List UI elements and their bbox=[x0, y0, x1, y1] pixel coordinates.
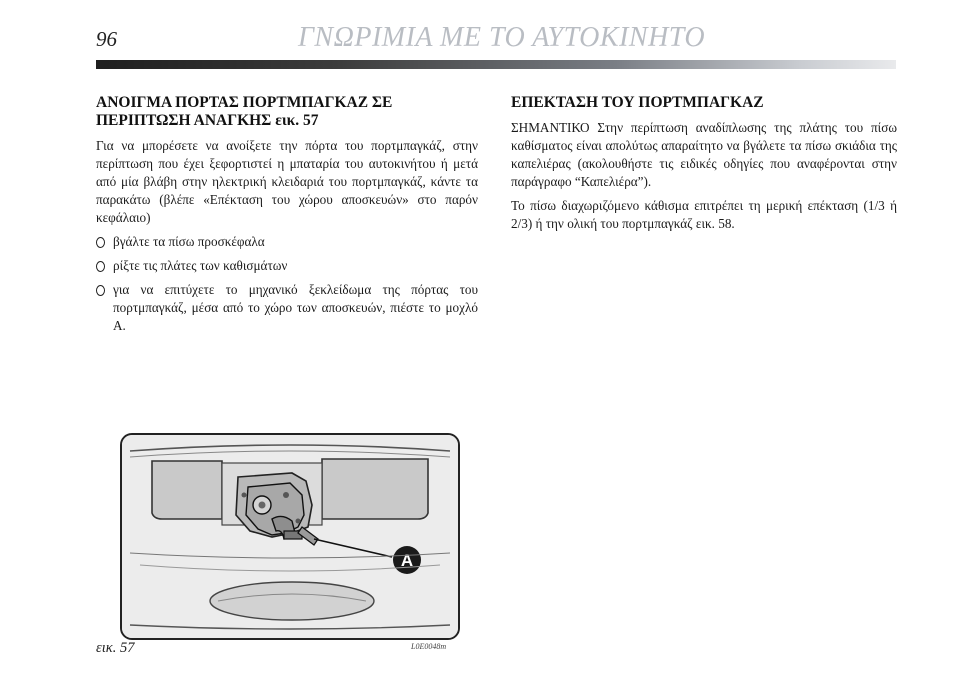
figure-57-illustration bbox=[120, 433, 460, 640]
right-column bbox=[511, 94, 897, 239]
circle-bullet-icon bbox=[96, 261, 105, 272]
header-gradient-bar bbox=[96, 60, 896, 69]
figure-code: L0E0048m bbox=[411, 642, 447, 651]
page-header-title: ΓΝΩΡΙΜΙΑ ΜΕ ΤΟ ΑΥΤΟΚΙΝΗΤΟ bbox=[298, 22, 706, 53]
emergency-opening-heading-line1: ΑΝΟΙΓΜΑ ΠΟΡΤΑΣ ΠΟΡΤΜΠΑΓΚΑΖ ΣΕ bbox=[96, 94, 393, 111]
boot-extension-important-note: ΣΗΜΑΝΤΙΚΟ Στην περίπτωση αναδίπλωσης της πλάτης του πίσω καθίσματος είναι απολύτως απαραίτητο να βγάλετε τα πίσω σκιάδια της καπελιέρας (ακολουθήστε τις ειδικές οδηγίες που αναφέρονται στην παράγραφο “Καπελιέρα”). bbox=[511, 120, 897, 189]
step-text: ρίξτε τις πλάτες των καθισμάτων bbox=[113, 258, 288, 273]
step-text: για να επιτύχετε το μηχανικό ξεκλείδωμα της πόρτας του πορτμπαγκάζ, μέσα από το χώρο των αποσκευών, πιέστε το μοχλό A. bbox=[113, 282, 478, 333]
boot-extension-heading: ΕΠΕΚΤΑΣΗ ΤΟΥ ΠΟΡΤΜΠΑΓΚΑΖ bbox=[511, 94, 764, 111]
list-item bbox=[96, 281, 478, 335]
page-number: 96 bbox=[96, 27, 117, 51]
figure-caption: εικ. 57 bbox=[96, 640, 135, 656]
emergency-opening-heading-line2: ΠΕΡΙΠΤΩΣΗ ΑΝΑΓΚΗΣ εικ. 57 bbox=[96, 112, 319, 129]
emergency-steps-list bbox=[96, 233, 478, 335]
circle-bullet-icon bbox=[96, 237, 105, 248]
list-item bbox=[96, 233, 478, 251]
step-text: βγάλτε τα πίσω προσκέφαλα bbox=[113, 234, 265, 249]
circle-bullet-icon bbox=[96, 285, 105, 296]
list-item bbox=[96, 257, 478, 275]
emergency-opening-intro: Για να μπορέσετε να ανοίξετε την πόρτα του πορτμπαγκάζ, στην περίπτωση που έχει ξεφορτιστεί η μπαταρία του αυτοκινήτου ή μετά από μία βλάβη στην ηλεκτρική κλειδαριά του πορτμπαγκάζ, κάντε τα παρακάτω (βλέπε «Επέκταση του χώρου αποσκευών» στο παρόν κεφάλαιο) bbox=[96, 138, 478, 225]
tailgate-latch-drawing bbox=[122, 435, 458, 638]
callout-label-a: A bbox=[400, 551, 414, 570]
boot-extension-split-seat-note: Το πίσω διαχωριζόμενο κάθισμα επιτρέπει τη μερική επέκταση (1/3 ή 2/3) ή την ολική του πορτμπαγκάζ εικ. 58. bbox=[511, 198, 897, 231]
left-column bbox=[96, 94, 478, 341]
emergency-opening-heading bbox=[96, 94, 478, 130]
